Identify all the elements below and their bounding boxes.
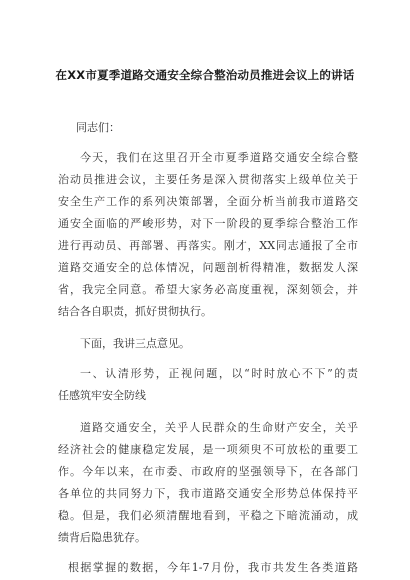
paragraph-1-line: 进行再动员、再部署、再落实。刚才，XX同志通报了全市 (58, 239, 358, 252)
paragraph-3-line: 绩背后隐患犹存。 (58, 531, 146, 544)
document-body (58, 117, 358, 579)
paragraph-1-line: 今天，我们在这里召开全市夏季道路交通安全综合整 (80, 151, 358, 164)
paragraph-1-line: 治动员推进会议，主要任务是深入贯彻落实上级单位关于 (58, 173, 358, 186)
paragraph-3-line: 作。今年以来，在市委、市政府的坚强领导下，在各部门 (58, 465, 358, 478)
paragraph-3-line: 稳。但是，我们必须清醒地看到，平稳之下暗流涌动，成 (58, 509, 358, 522)
paragraph-3-line: 各单位的共同努力下，我市道路交通安全形势总体保持平 (58, 487, 358, 500)
heading-1-line: 一、认清形势，正视问题，以“时时放心不下”的责 (80, 367, 358, 380)
paragraph-1-line: 通安全面临的严峻形势，对下一阶段的夏季综合整治工作 (58, 217, 358, 230)
salutation: 同志们： (76, 121, 120, 134)
paragraph-3-line: 道路交通安全，关乎人民群众的生命财产安全，关乎 (80, 421, 358, 434)
paragraph-1-line: 省，我完全同意。希望大家务必高度重视，深刻领会，并 (58, 283, 358, 296)
document-title: 在XX市夏季道路交通安全综合整治动员推进会议上的讲话 (55, 68, 355, 82)
paragraph-2: 下面，我讲三点意见。 (80, 337, 190, 350)
paragraph-4-line: 根据掌握的数据，今年1-7月份，我市共发生各类道路 (68, 561, 358, 574)
heading-1-line: 任感筑牢安全防线 (58, 389, 146, 402)
paragraph-1-line: 道路交通安全的总体情况，问题剖析得精准，数据发人深 (58, 261, 358, 274)
paragraph-1-line: 结合各自职责，抓好贯彻执行。 (58, 305, 212, 318)
paragraph-1-line: 安全生产工作的系列决策部署，全面分析当前我市道路交 (58, 195, 358, 208)
paragraph-3-line: 经济社会的健康稳定发展，是一项须臾不可放松的重要工 (58, 443, 358, 456)
